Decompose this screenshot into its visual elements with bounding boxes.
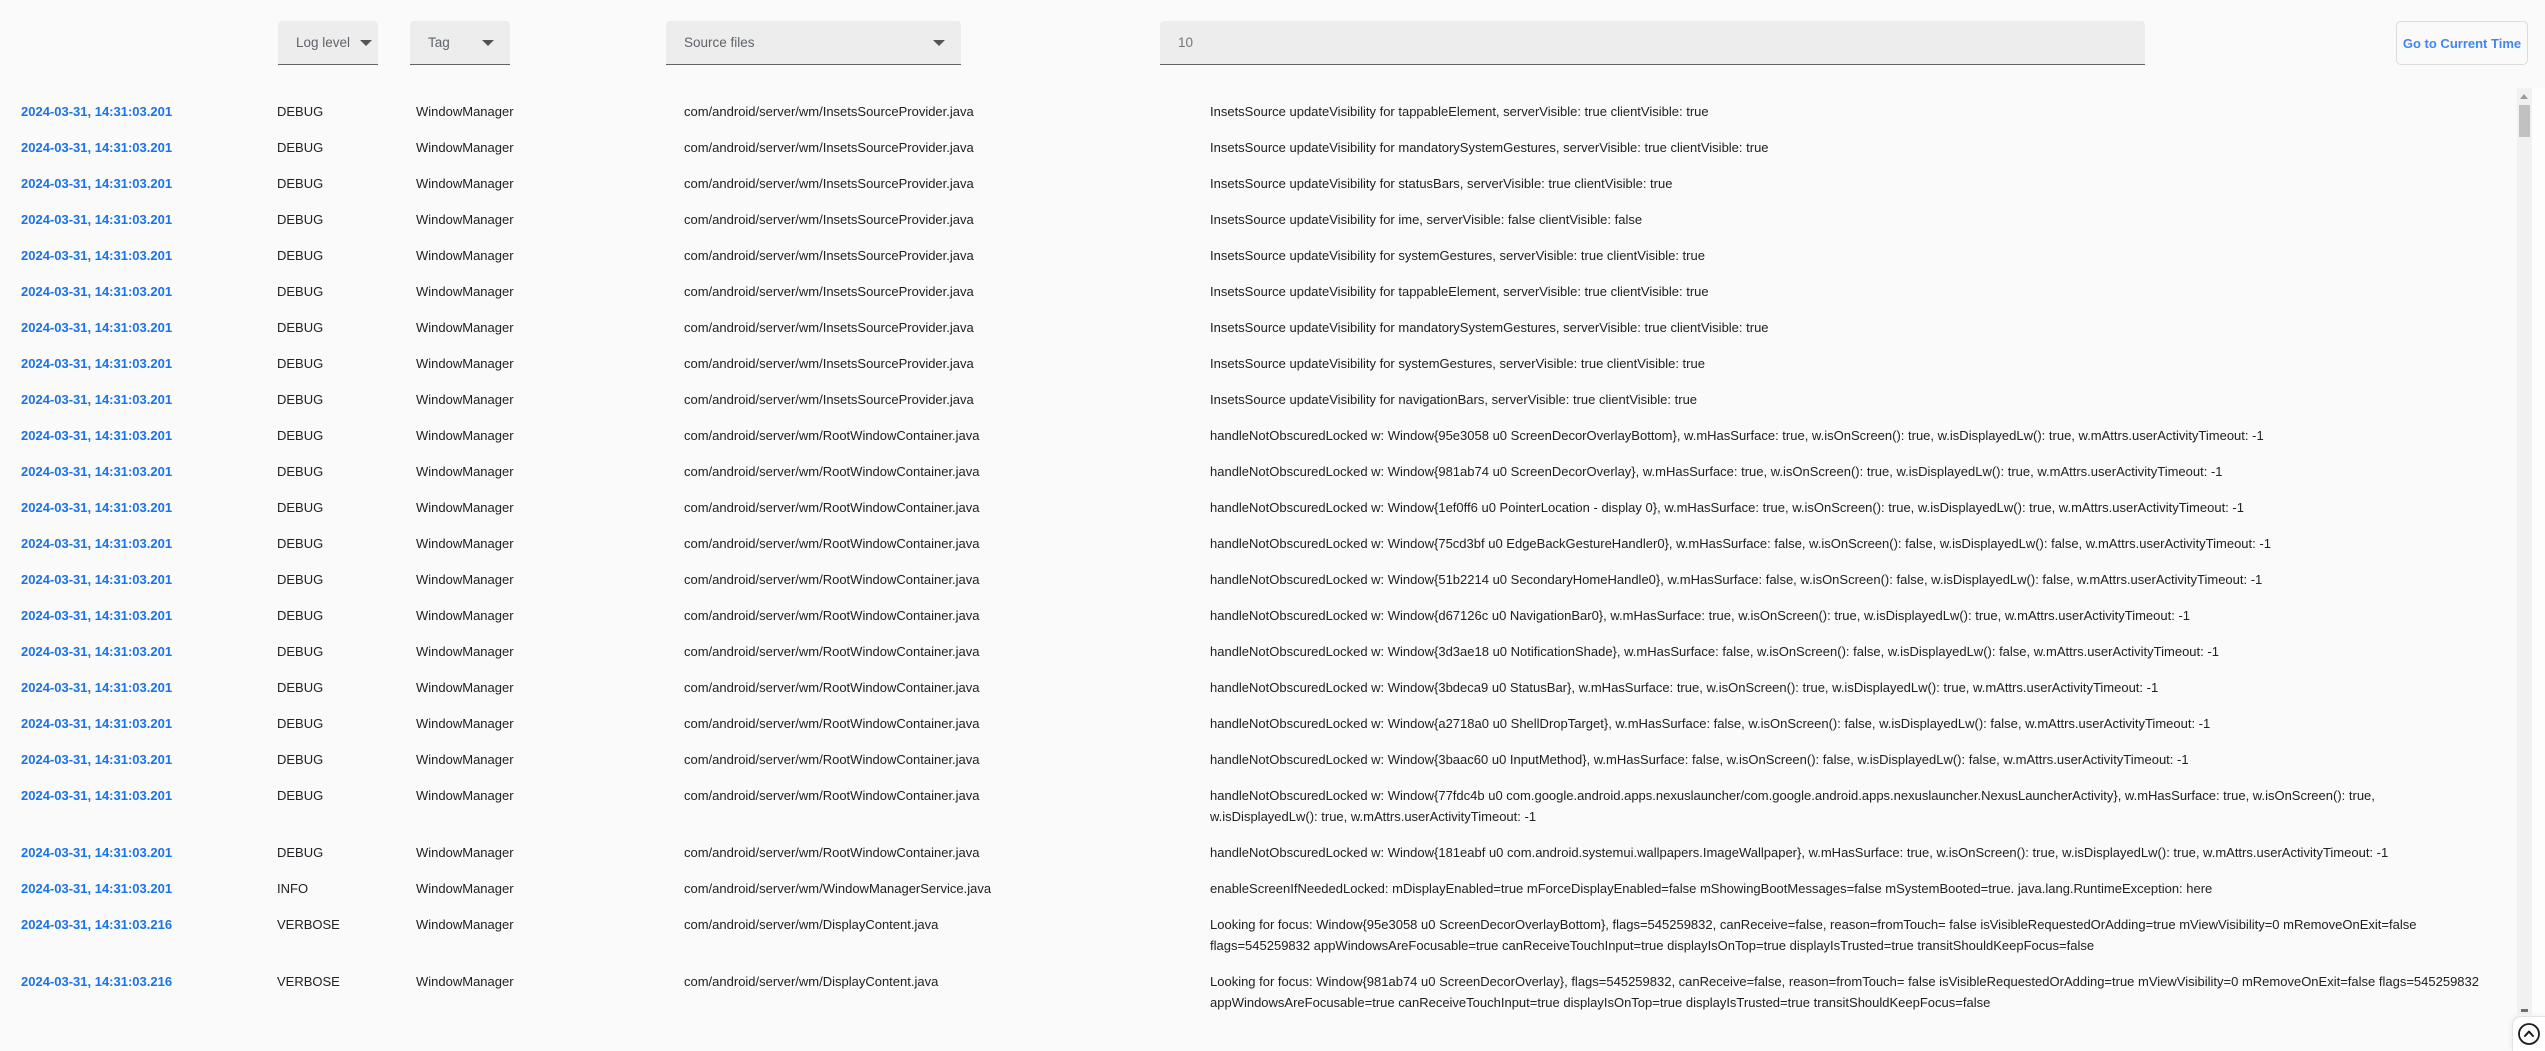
- chevron-up-circle-icon: [2516, 1021, 2542, 1047]
- tag-filter-dropdown[interactable]: [410, 21, 510, 65]
- log-level-value: DEBUG: [277, 284, 324, 299]
- log-level-value: DEBUG: [277, 140, 324, 155]
- log-tag-value: WindowManager: [416, 248, 514, 263]
- log-source-file: com/android/server/wm/InsetsSourceProvider.java: [684, 320, 974, 335]
- log-timestamp-link[interactable]: 2024-03-31, 14:31:03.201: [21, 356, 173, 371]
- table-row: [0, 202, 2512, 238]
- table-row: [0, 742, 2512, 778]
- log-source-file: com/android/server/wm/RootWindowContainer.java: [684, 428, 980, 443]
- log-timestamp-link[interactable]: 2024-03-31, 14:31:03.216: [21, 917, 173, 932]
- log-message: InsetsSource updateVisibility for systemGestures, serverVisible: true clientVisible: true: [1210, 248, 1705, 263]
- log-level-value: VERBOSE: [277, 974, 340, 989]
- log-source-file: com/android/server/wm/InsetsSourceProvider.java: [684, 140, 974, 155]
- limit-input[interactable]: [1160, 21, 2145, 65]
- log-tag-value: WindowManager: [416, 428, 514, 443]
- table-row: [0, 526, 2512, 562]
- table-row: [0, 706, 2512, 742]
- table-row: [0, 835, 2512, 871]
- log-source-file: com/android/server/wm/InsetsSourceProvider.java: [684, 284, 974, 299]
- log-timestamp-link[interactable]: 2024-03-31, 14:31:03.201: [21, 608, 173, 623]
- log-message: handleNotObscuredLocked w: Window{d67126c u0 NavigationBar0}, w.mHasSurface: true, w.isOnScreen(): true, w.isDisplayedLw(): true, w.mAttrs.userActivityTimeout: -1: [1210, 608, 2191, 623]
- log-level-filter-label: Log level: [296, 35, 351, 50]
- log-tag-value: WindowManager: [416, 680, 514, 695]
- log-tag-value: WindowManager: [416, 788, 514, 803]
- source-files-filter-label: Source files: [684, 35, 755, 50]
- log-timestamp-link[interactable]: 2024-03-31, 14:31:03.201: [21, 140, 173, 155]
- table-row: [0, 274, 2512, 310]
- log-level-value: DEBUG: [277, 788, 324, 803]
- log-level-value: DEBUG: [277, 716, 324, 731]
- log-source-file: com/android/server/wm/DisplayContent.java: [684, 917, 939, 932]
- log-tag-value: WindowManager: [416, 140, 514, 155]
- log-timestamp-link[interactable]: 2024-03-31, 14:31:03.201: [21, 104, 173, 119]
- dropdown-arrow-icon: [360, 40, 372, 46]
- log-tag-value: WindowManager: [416, 392, 514, 407]
- log-message: handleNotObscuredLocked w: Window{95e3058 u0 ScreenDecorOverlayBottom}, w.mHasSurface: true, w.isOnScreen(): true, w.isDisplayedLw(): true, w.mAttrs.userActivityTimeout: -1: [1210, 428, 2264, 443]
- log-message: handleNotObscuredLocked w: Window{3bdeca9 u0 StatusBar}, w.mHasSurface: true, w.isOnScreen(): true, w.isDisplayedLw(): true, w.mAttrs.userActivityTimeout: -1: [1210, 680, 2159, 695]
- log-tag-value: WindowManager: [416, 104, 514, 119]
- log-level-value: DEBUG: [277, 428, 324, 443]
- log-message: handleNotObscuredLocked w: Window{1ef0ff6 u0 PointerLocation - display 0}, w.mHasSurface: true, w.isOnScreen(): true, w.isDisplayedLw(): true, w.mAttrs.userActivityTimeout: -1: [1210, 500, 2244, 515]
- log-tag-value: WindowManager: [416, 572, 514, 587]
- log-timestamp-link[interactable]: 2024-03-31, 14:31:03.201: [21, 716, 173, 731]
- log-level-value: DEBUG: [277, 356, 324, 371]
- table-row: [0, 238, 2512, 274]
- go-to-current-time-button[interactable]: Go to Current Time: [2396, 21, 2528, 65]
- log-message: handleNotObscuredLocked w: Window{77fdc4b u0 com.google.android.apps.nexuslauncher/com.google.android.apps.nexuslauncher.NexusLauncherActivity}, w.mHasSurface: true, w.isOnScreen(): true, w.isDisplayedLw(): true, w.mAttrs.userActivityTimeout: -1: [1210, 788, 2375, 824]
- log-source-file: com/android/server/wm/RootWindowContainer.java: [684, 500, 980, 515]
- table-row: [0, 871, 2512, 907]
- log-source-file: com/android/server/wm/RootWindowContainer.java: [684, 788, 980, 803]
- log-source-file: com/android/server/wm/WindowManagerService.java: [684, 881, 992, 896]
- log-tag-value: WindowManager: [416, 284, 514, 299]
- log-tag-value: WindowManager: [416, 500, 514, 515]
- log-timestamp-link[interactable]: 2024-03-31, 14:31:03.201: [21, 752, 173, 767]
- table-row: [0, 670, 2512, 706]
- log-level-value: DEBUG: [277, 536, 324, 551]
- scrollbar-down-arrow-icon[interactable]: [2521, 1009, 2528, 1012]
- log-message: InsetsSource updateVisibility for ime, serverVisible: false clientVisible: false: [1210, 212, 1643, 227]
- log-source-file: com/android/server/wm/InsetsSourceProvider.java: [684, 392, 974, 407]
- log-level-value: DEBUG: [277, 500, 324, 515]
- scrollbar-up-arrow-icon[interactable]: [2520, 94, 2528, 99]
- scrollbar[interactable]: [2517, 88, 2532, 1014]
- log-timestamp-link[interactable]: 2024-03-31, 14:31:03.201: [21, 680, 173, 695]
- log-level-filter-dropdown[interactable]: [278, 21, 378, 65]
- log-timestamp-link[interactable]: 2024-03-31, 14:31:03.201: [21, 284, 173, 299]
- scrollbar-thumb[interactable]: [2519, 105, 2530, 137]
- dropdown-arrow-icon: [482, 40, 494, 46]
- table-row: [0, 454, 2512, 490]
- log-tag-value: WindowManager: [416, 356, 514, 371]
- log-level-value: DEBUG: [277, 644, 324, 659]
- table-row: [0, 907, 2512, 964]
- log-message: InsetsSource updateVisibility for tappableElement, serverVisible: true clientVisible: true: [1210, 284, 1709, 299]
- log-timestamp-link[interactable]: 2024-03-31, 14:31:03.201: [21, 428, 173, 443]
- log-timestamp-link[interactable]: 2024-03-31, 14:31:03.201: [21, 572, 173, 587]
- log-level-value: DEBUG: [277, 104, 324, 119]
- log-tag-value: WindowManager: [416, 974, 514, 989]
- log-source-file: com/android/server/wm/InsetsSourceProvider.java: [684, 212, 974, 227]
- log-timestamp-link[interactable]: 2024-03-31, 14:31:03.201: [21, 500, 173, 515]
- table-row: [0, 94, 2512, 130]
- log-message: handleNotObscuredLocked w: Window{3d3ae18 u0 NotificationShade}, w.mHasSurface: false, w.isOnScreen(): false, w.isDisplayedLw(): false, w.mAttrs.userActivityTimeout: -1: [1210, 644, 2219, 659]
- log-tag-value: WindowManager: [416, 917, 514, 932]
- log-timestamp-link[interactable]: 2024-03-31, 14:31:03.201: [21, 881, 173, 896]
- log-message: handleNotObscuredLocked w: Window{981ab74 u0 ScreenDecorOverlay}, w.mHasSurface: true, w.isOnScreen(): true, w.isDisplayedLw(): true, w.mAttrs.userActivityTimeout: -1: [1210, 464, 2223, 479]
- log-level-value: DEBUG: [277, 608, 324, 623]
- table-row: [0, 490, 2512, 526]
- log-timestamp-link[interactable]: 2024-03-31, 14:31:03.201: [21, 248, 173, 263]
- log-source-file: com/android/server/wm/RootWindowContainer.java: [684, 608, 980, 623]
- log-tag-value: WindowManager: [416, 212, 514, 227]
- log-level-value: DEBUG: [277, 572, 324, 587]
- table-row: [0, 382, 2512, 418]
- log-tag-value: WindowManager: [416, 845, 514, 860]
- log-level-value: DEBUG: [277, 464, 324, 479]
- log-source-file: com/android/server/wm/RootWindowContainer.java: [684, 572, 980, 587]
- log-tag-value: WindowManager: [416, 644, 514, 659]
- log-source-file: com/android/server/wm/InsetsSourceProvider.java: [684, 248, 974, 263]
- log-timestamp-link[interactable]: 2024-03-31, 14:31:03.201: [21, 392, 173, 407]
- table-row: [0, 778, 2512, 835]
- log-tag-value: WindowManager: [416, 320, 514, 335]
- log-message: Looking for focus: Window{981ab74 u0 ScreenDecorOverlay}, flags=545259832, canReceive=false, reason=fromTouch= false isVisibleRequestedOrAdding=true mViewVisibility=0 mRemoveOnExit=false flags=545259832 appWindowsAreFocusable=true canReceiveTouchInput=true displayIsOnTop=true displayIsTrusted=true transitShouldKeepFocus=false: [1210, 974, 2479, 1010]
- table-row: [0, 418, 2512, 454]
- log-source-file: com/android/server/wm/InsetsSourceProvider.java: [684, 356, 974, 371]
- log-level-value: DEBUG: [277, 212, 324, 227]
- log-message: enableScreenIfNeededLocked: mDisplayEnabled=true mForceDisplayEnabled=false mShowingBootMessages=false mSystemBooted=true. java.lang.RuntimeException: here: [1210, 881, 2213, 896]
- dropdown-arrow-icon: [933, 40, 945, 46]
- log-tag-value: WindowManager: [416, 881, 514, 896]
- log-timestamp-link[interactable]: 2024-03-31, 14:31:03.201: [21, 536, 173, 551]
- tag-filter-label: Tag: [428, 35, 450, 50]
- log-level-value: DEBUG: [277, 320, 324, 335]
- log-message: handleNotObscuredLocked w: Window{181eabf u0 com.android.systemui.wallpapers.ImageWallpaper}, w.mHasSurface: true, w.isOnScreen(): true, w.isDisplayedLw(): true, w.mAttrs.userActivityTimeout: -1: [1210, 845, 2389, 860]
- log-timestamp-link[interactable]: 2024-03-31, 14:31:03.216: [21, 974, 173, 989]
- log-table: [0, 94, 2512, 1021]
- log-message: InsetsSource updateVisibility for statusBars, serverVisible: true clientVisible: true: [1210, 176, 1673, 191]
- log-timestamp-link[interactable]: 2024-03-31, 14:31:03.201: [21, 212, 173, 227]
- log-level-value: DEBUG: [277, 176, 324, 191]
- log-source-file: com/android/server/wm/DisplayContent.java: [684, 974, 939, 989]
- log-level-value: INFO: [277, 881, 309, 896]
- log-timestamp-link[interactable]: 2024-03-31, 14:31:03.201: [21, 845, 173, 860]
- table-row: [0, 598, 2512, 634]
- log-level-value: DEBUG: [277, 392, 324, 407]
- log-timestamp-link[interactable]: 2024-03-31, 14:31:03.201: [21, 644, 173, 659]
- log-tag-value: WindowManager: [416, 608, 514, 623]
- log-message: handleNotObscuredLocked w: Window{a2718a0 u0 ShellDropTarget}, w.mHasSurface: false, w.isOnScreen(): false, w.isDisplayedLw(): false, w.mAttrs.userActivityTimeout: -1: [1210, 716, 2211, 731]
- log-message: Looking for focus: Window{95e3058 u0 ScreenDecorOverlayBottom}, flags=545259832, canReceive=false, reason=fromTouch= false isVisibleRequestedOrAdding=true mViewVisibility=0 mRemoveOnExit=false flags=545259832 appWindowsAreFocusable=true canReceiveTouchInput=true displayIsOnTop=true displayIsTrusted=true transitShouldKeepFocus=false: [1210, 917, 2417, 953]
- log-source-file: com/android/server/wm/InsetsSourceProvider.java: [684, 104, 974, 119]
- log-source-file: com/android/server/wm/RootWindowContainer.java: [684, 536, 980, 551]
- log-timestamp-link[interactable]: 2024-03-31, 14:31:03.201: [21, 464, 173, 479]
- log-source-file: com/android/server/wm/RootWindowContainer.java: [684, 845, 980, 860]
- log-message: InsetsSource updateVisibility for systemGestures, serverVisible: true clientVisible: true: [1210, 356, 1705, 371]
- log-source-file: com/android/server/wm/InsetsSourceProvider.java: [684, 176, 974, 191]
- table-row: [0, 346, 2512, 382]
- log-source-file: com/android/server/wm/RootWindowContainer.java: [684, 680, 980, 695]
- log-message: InsetsSource updateVisibility for navigationBars, serverVisible: true clientVisible: true: [1210, 392, 1698, 407]
- log-level-value: DEBUG: [277, 845, 324, 860]
- log-message: handleNotObscuredLocked w: Window{3baac60 u0 InputMethod}, w.mHasSurface: false, w.isOnScreen(): false, w.isDisplayedLw(): false, w.mAttrs.userActivityTimeout: -1: [1210, 752, 2189, 767]
- log-source-file: com/android/server/wm/RootWindowContainer.java: [684, 752, 980, 767]
- table-row: [0, 634, 2512, 670]
- scroll-to-top-button[interactable]: [2512, 1016, 2545, 1051]
- log-timestamp-link[interactable]: 2024-03-31, 14:31:03.201: [21, 176, 173, 191]
- log-level-value: VERBOSE: [277, 917, 340, 932]
- log-message: handleNotObscuredLocked w: Window{75cd3bf u0 EdgeBackGestureHandler0}, w.mHasSurface: false, w.isOnScreen(): false, w.isDisplayedLw(): false, w.mAttrs.userActivityTimeout: -1: [1210, 536, 2271, 551]
- log-timestamp-link[interactable]: 2024-03-31, 14:31:03.201: [21, 788, 173, 803]
- log-level-value: DEBUG: [277, 680, 324, 695]
- table-row: [0, 964, 2512, 1021]
- right-margin-strip: [2532, 88, 2545, 1051]
- log-message: InsetsSource updateVisibility for tappableElement, serverVisible: true clientVisible: true: [1210, 104, 1709, 119]
- table-row: [0, 166, 2512, 202]
- log-tag-value: WindowManager: [416, 464, 514, 479]
- log-message: handleNotObscuredLocked w: Window{51b2214 u0 SecondaryHomeHandle0}, w.mHasSurface: false, w.isOnScreen(): false, w.isDisplayedLw(): false, w.mAttrs.userActivityTimeout: -1: [1210, 572, 2263, 587]
- log-tag-value: WindowManager: [416, 752, 514, 767]
- log-source-file: com/android/server/wm/RootWindowContainer.java: [684, 644, 980, 659]
- source-files-filter-dropdown[interactable]: [666, 21, 961, 65]
- log-level-value: DEBUG: [277, 752, 324, 767]
- log-source-file: com/android/server/wm/RootWindowContainer.java: [684, 716, 980, 731]
- table-row: [0, 130, 2512, 166]
- table-row: [0, 310, 2512, 346]
- log-message: InsetsSource updateVisibility for mandatorySystemGestures, serverVisible: true clientVisible: true: [1210, 140, 1769, 155]
- log-message: InsetsSource updateVisibility for mandatorySystemGestures, serverVisible: true clientVisible: true: [1210, 320, 1769, 335]
- log-tag-value: WindowManager: [416, 716, 514, 731]
- log-level-value: DEBUG: [277, 248, 324, 263]
- table-row: [0, 562, 2512, 598]
- log-tag-value: WindowManager: [416, 176, 514, 191]
- log-source-file: com/android/server/wm/RootWindowContainer.java: [684, 464, 980, 479]
- log-timestamp-link[interactable]: 2024-03-31, 14:31:03.201: [21, 320, 173, 335]
- log-tag-value: WindowManager: [416, 536, 514, 551]
